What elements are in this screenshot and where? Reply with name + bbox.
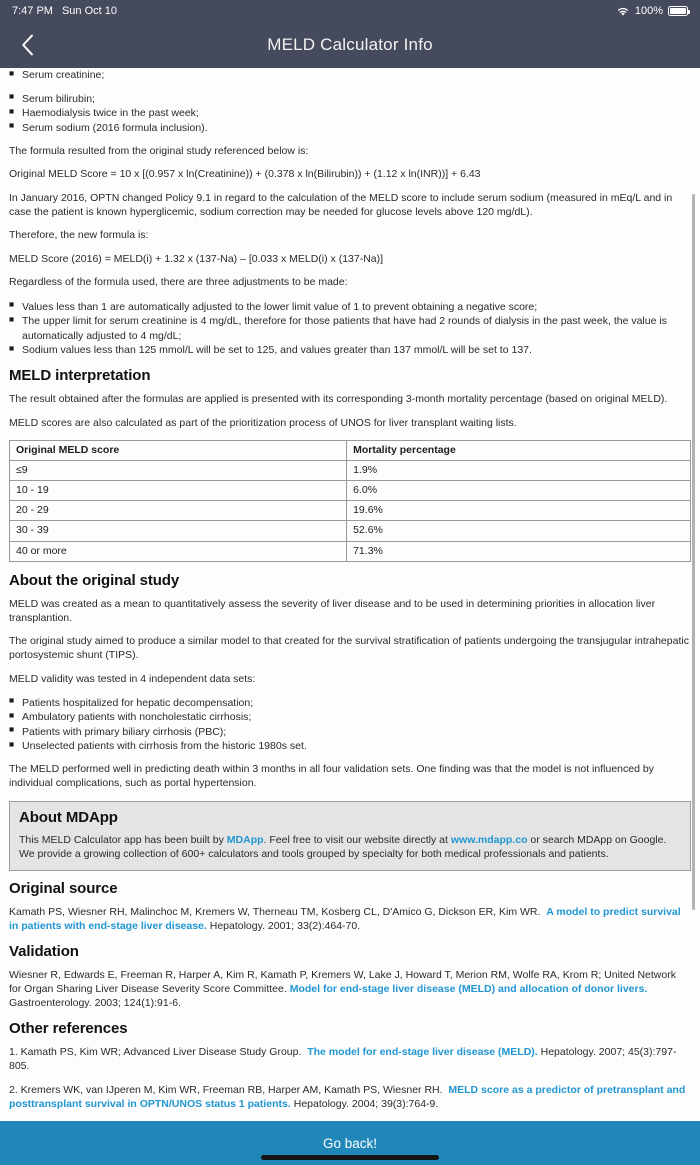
article-body [9,68,691,1112]
citation-journal: Hepatology. 2004; 39(3):764-9. [293,1097,439,1110]
about-mdapp-box [9,801,691,871]
table-cell-score: 30 - 39 [10,521,347,541]
mdapp-link[interactable]: MDApp [226,833,264,846]
page-title: MELD Calculator Info [267,35,433,54]
about-mdapp-paragraph [19,834,681,862]
citation-title-link[interactable]: The model for end-stage liver disease (MELD). [307,1046,538,1059]
therefore-lead-text: Therefore, the new formula is: [9,229,149,242]
chevron-left-icon [21,34,34,56]
citation-title-link[interactable]: MELD score as a predictor of pretransplant and posttransplant survival in OPTN/UNOS status 1 patients. [9,1083,686,1110]
citation-authors: 1. Kamath PS, Kim WR; Advanced Liver Disease Study Group. [9,1046,302,1059]
table-cell-score: 20 - 29 [10,501,347,521]
citation-title-link[interactable]: A model to predict survival in patients with end-stage liver disease. [9,905,681,932]
go-back-button-label: Go back! [322,1135,378,1151]
original-study-paragraph-1: MELD was created as a mean to quantitatively assess the severity of liver disease and to be used in determining priorities in allocation liver transplantion. [9,597,656,624]
about-mdapp-text-3: or search MDApp on Google. We provide a growing collection of 600+ calculators and tools grouped by specialty for both medical professionals and patients. [19,833,667,860]
original-study-paragraph-3: MELD validity was tested in 4 independent data sets: [9,672,256,685]
table-row [10,461,691,481]
citation-title-link[interactable]: Model for end-stage liver disease (MELD) and allocation of donor livers. [289,983,648,996]
section-heading-meld-interpretation: MELD interpretation [9,367,151,385]
validation-citation [9,969,691,1011]
status-bar-left [12,5,117,17]
mdapp-website-link[interactable]: www.mdapp.co [450,833,528,846]
status-bar [0,0,700,22]
status-date: Sun Oct 10 [61,5,118,17]
table-header-cell: Mortality percentage [347,440,691,460]
table-cell-mortality: 6.0% [347,481,691,501]
meld-variables-list [9,92,691,135]
original-meld-formula: Original MELD Score = 10 x [(0.957 x ln(Creatinine)) + (0.378 x ln(Bilirubin)) + (1.12 x ln(INR))] + 6.43 [9,168,481,181]
section-heading-original-source: Original source [9,879,118,897]
section-heading-validation: Validation [9,943,79,961]
table-row [10,481,691,501]
section-heading-other-references: Other references [9,1020,128,1038]
original-study-paragraph-2: The original study aimed to produce a similar model to that created for the survival stratification of patients undergoing the transjugular intrahepatic portosystemic shunt (TIPS). [9,635,689,662]
table-row [10,541,691,561]
other-reference-citation [9,1046,691,1074]
meld-2016-formula: MELD Score (2016) = MELD(i) + 1.32 x (137-Na) – [0.033 x MELD(i) x (137-Na)] [9,252,384,265]
adjustments-lead-text: Regardless of the formula used, there are three adjustments to be made: [9,276,348,289]
mortality-table [9,440,691,562]
original-study-paragraph-4: The MELD performed well in predicting death within 3 months in all four validation sets. One finding was that the model is not influenced by individual complications, such as portal hypertension. [9,763,654,790]
optn-policy-paragraph: In January 2016, OPTN changed Policy 9.1 in regard to the calculation of the MELD score to include serum sodium (measured in mEq/L and in case the patient is known hyperglicemic, sodium correction may be needed for glucose levels above 120 mg/dL). [9,191,673,218]
list-item: ■ Unselected patients with cirrhosis from the historic 1980s set. [9,739,691,753]
list-item: ■ The upper limit for serum creatinine is 4 mg/dL, therefore for those patients that have had 2 rounds of dialysis in the past week, the value is automatically adjusted to 4 mg/dL; [9,314,691,343]
section-heading-about-original-study: About the original study [9,571,180,589]
about-mdapp-text-1: This MELD Calculator app has been built by [19,833,227,846]
list-item: ■ Haemodialysis twice in the past week; [9,106,691,120]
interpretation-paragraph-2: MELD scores are also calculated as part of the prioritization process of UNOS for liver transplant waiting lists. [9,416,517,429]
citation-authors: Wiesner R, Edwards E, Freeman R, Harper A, Kim R, Kamath P, Kremers W, Lake J, Howard T, Merion RM, Wolfe RA, Krom R; United Network for Organ Sharing Liver Disease Severity Score Committee. [9,969,676,996]
table-header-row [10,440,691,460]
scrollbar-thumb[interactable] [692,194,696,910]
battery-percent-label: 100% [634,5,663,17]
citation-journal: Gastroenterology. 2003; 124(1):91-6. [9,997,181,1010]
table-cell-mortality: 71.3% [347,541,691,561]
list-item: ■ Sodium values less than 125 mmol/L will be set to 125, and values greater than 137 mmol/L will be set to 137. [9,343,691,357]
table-row [10,521,691,541]
validation-datasets-list [9,696,691,754]
table-row [10,501,691,521]
navigation-bar [0,22,700,68]
table-cell-mortality: 1.9% [347,461,691,481]
table-cell-score: ≤9 [10,461,347,481]
other-reference-citation [9,1084,691,1112]
formula-lead-text: The formula resulted from the original study referenced below is: [9,144,309,157]
list-item: ■ Patients hospitalized for hepatic decompensation; [9,696,691,710]
citation-authors: 2. Kremers WK, van IJperen M, Kim WR, Freeman RB, Harper AM, Kamath PS, Wiesner RH. [9,1083,443,1096]
section-heading-about-mdapp: About MDApp [19,808,118,826]
back-button[interactable] [10,28,44,62]
citation-authors: Kamath PS, Wiesner RH, Malinchoc M, Kremers W, Therneau TM, Kosberg CL, D'Amico G, Dickson ER, Kim WR. [9,905,541,918]
status-time: 7:47 PM [12,5,53,17]
wifi-icon [616,6,630,17]
citation-journal: Hepatology. 2001; 33(2):464-70. [209,919,361,932]
home-indicator [261,1155,439,1160]
go-back-button[interactable] [0,1121,700,1165]
list-item: ■ Patients with primary biliary cirrhosis (PBC); [9,725,691,739]
list-item: ■ Ambulatory patients with noncholestatic cirrhosis; [9,710,691,724]
about-mdapp-text-2: . Feel free to visit our website directly at [263,833,451,846]
partial-top-bullet-list [9,68,691,82]
adjustments-list [9,300,691,358]
battery-full-icon [668,6,688,16]
scrollbar[interactable] [694,68,698,1121]
list-item: ■ Serum bilirubin; [9,92,691,106]
status-bar-right [616,5,688,17]
original-source-citation [9,906,691,934]
table-cell-score: 40 or more [10,541,347,561]
table-cell-score: 10 - 19 [10,481,347,501]
interpretation-paragraph-1: The result obtained after the formulas are applied is presented with its corresponding 3-month mortality percentage (based on original MELD). [9,393,668,406]
table-cell-mortality: 19.6% [347,501,691,521]
list-item: ■ Serum sodium (2016 formula inclusion). [9,121,691,135]
list-item: ■ Values less than 1 are automatically adjusted to the lower limit value of 1 to prevent obtaining a negative score; [9,300,691,314]
scroll-content[interactable] [0,68,700,1121]
list-item: ■ Serum creatinine; [9,68,691,82]
table-header-cell: Original MELD score [10,440,347,460]
table-cell-mortality: 52.6% [347,521,691,541]
citation-journal: Hepatology. 2007; 45(3):797-805. [9,1046,677,1073]
